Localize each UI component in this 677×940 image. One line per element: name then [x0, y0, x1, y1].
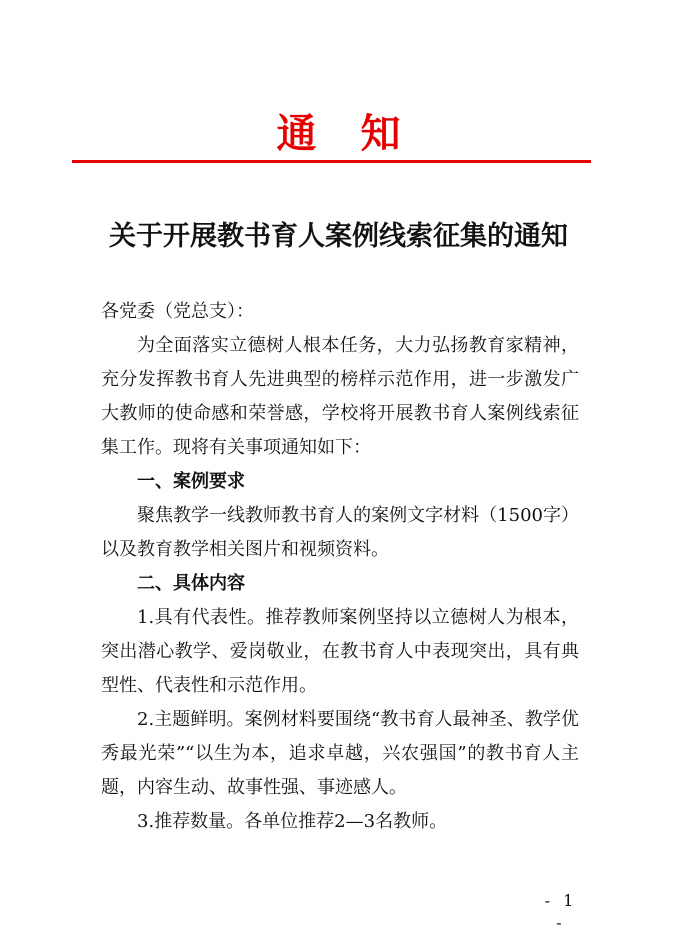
document-body — [101, 295, 579, 839]
content-item-representative: 1.具有代表性。推荐教师案例坚持以立德树人为根本，突出潜心教学、爱岗敬业，在教书育人中表现突出，具有典型性、代表性和示范作用。 — [101, 607, 579, 696]
document-title: 关于开展教书育人案例线索征集的通知 — [109, 221, 568, 252]
case-requirements-paragraph: 聚焦教学一线教师教书育人的案例文字材料（1500字）以及教育教学相关图片和视频资料。 — [101, 505, 579, 560]
page-number: - 1 - — [544, 891, 578, 932]
content-item-quantity: 3.推荐数量。各单位推荐2—3名教师。 — [137, 811, 448, 832]
section-heading-specific-content: 二、具体内容 — [137, 573, 245, 594]
salutation: 各党委（党总支）： — [101, 301, 254, 322]
section-heading-case-requirements: 一、案例要求 — [137, 471, 245, 492]
notice-header-title: 通知 — [276, 110, 445, 157]
red-divider-line — [72, 160, 591, 163]
content-item-theme: 2.主题鲜明。案例材料要围绕“教书育人最神圣、教学优秀最光荣”“以生为本，追求卓越，兴农强国”的教书育人主题，内容生动、故事性强、事迹感人。 — [101, 709, 579, 798]
intro-paragraph: 为全面落实立德树人根本任务，大力弘扬教育家精神，充分发挥教书育人先进典型的榜样示范作用，进一步激发广大教师的使命感和荣誉感，学校将开展教书育人案例线索征集工作。现将有关事项通知如下： — [101, 335, 579, 458]
